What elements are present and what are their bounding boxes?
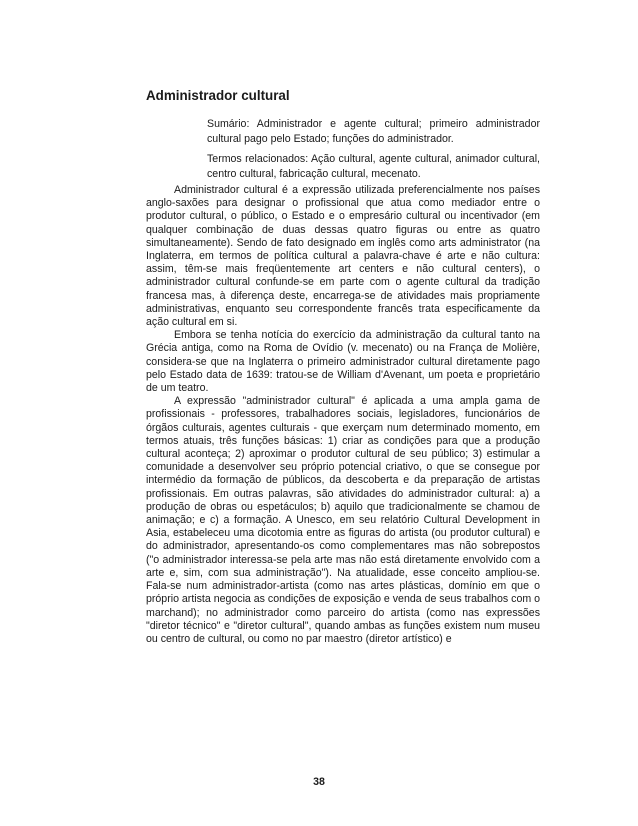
related-terms-text: Termos relacionados: Ação cultural, agente cultural, animador cultural, centro cultural, fabricação cultural, mecenato. <box>207 153 540 180</box>
body-text <box>146 184 540 646</box>
section-title: Administrador cultural <box>146 88 290 103</box>
summary-text: Sumário: Administrador e agente cultural; primeiro administrador cultural pago pelo Estado; funções do administrador. <box>207 118 540 145</box>
paragraph-2: Embora se tenha notícia do exercício da administração da cultural tanto na Grécia antiga, como na Roma de Ovídio (v. mecenato) ou na França de Molière, considera-se que na Inglaterra o primeiro administrador cultural diretamente pago pelo Estado data de 1639: tratou-se de William d'Avenant, um poeta e proprietário de um teatro. <box>146 329 540 395</box>
paragraph-3: A expressão "administrador cultural" é aplicada a uma ampla gama de profissionais - professores, trabalhadores sociais, legisladores, funcionários de órgãos culturais, agentes culturais - que exerçam num determinado momento, em termos atuais, três funções básicas: 1) criar as condições para que a produção cultural aconteça; 2) aproximar o produtor cultural de seu público; 3) estimular a comunidade a desenvolver seu próprio potencial criativo, o que se consegue por intermédio da formação de públicos, da descoberta e da preparação de artistas profissionais. Em outras palavras, são atividades do administrador cultural: a) a produção de obras ou espetáculos; b) aquilo que tradicionalmente se chamou de animação; e c) a formação. A Unesco, em seu relatório Cultural Development in Asia, estabeleceu uma dicotomia entre as figuras do artista (ou produtor cultural) e do administrador, apresentando-os como complementares mas não sobrepostos ("o administrador interessa-se pela arte mas não está diretamente envolvido com a arte e, sim, com sua administração"). Na atualidade, esse conceito ampliou-se. Fala-se num administrador-artista (como nas artes plásticas, domínio em que o próprio artista negocia as condições de exposição e venda de seus trabalhos com o marchand); no administrador como parceiro do artista (como nas expressões "diretor técnico" e "diretor cultural", quando ambas as funções existem num museu ou centro de cultural, ou como no par maestro (diretor artístico) e <box>146 395 540 645</box>
page-number: 38 <box>313 776 325 788</box>
paragraph-1: Administrador cultural é a expressão utilizada preferencialmente nos países anglo-saxões para designar o profissional que atua como mediador entre o produtor cultural, o público, o Estado e o empresário cultural ou incentivador (em qualquer combinação de duas dessas quatro figuras ou entre as quatro simultaneamente). Sendo de fato designado em inglês como arts administrator (na Inglaterra, em termos de política cultural a palavra-chave é arte e não cultura: assim, têm-se mais freqüentemente art centers e não cultural centers), o administrador cultural confunde-se em parte com o agente cultural da tradição francesa mas, à diferença deste, encarrega-se de atividades mais propriamente administrativas, enquanto seu correspondente francês trata especificamente da ação cultural em si. <box>146 184 540 329</box>
